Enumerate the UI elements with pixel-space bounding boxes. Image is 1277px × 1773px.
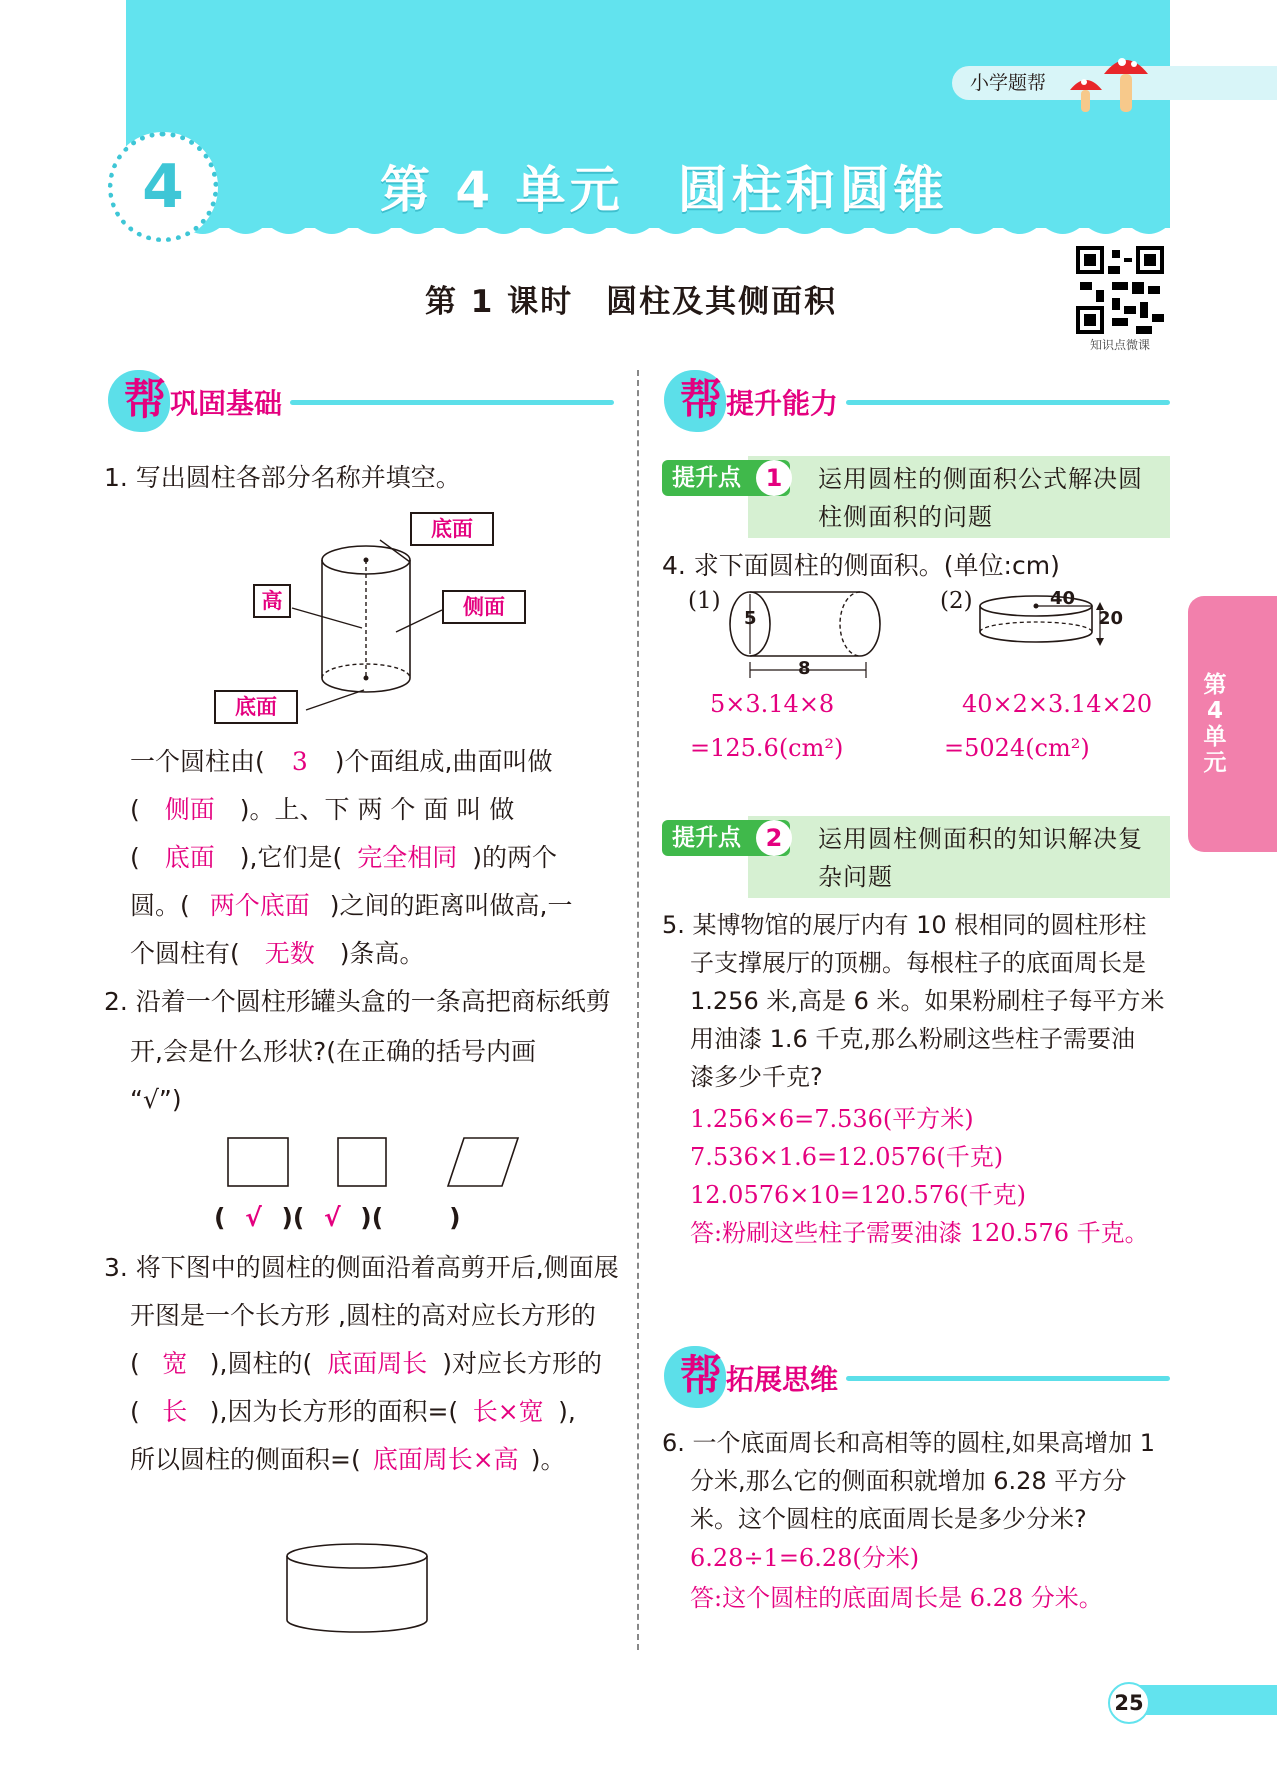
q5-solution: [690, 1100, 1149, 1252]
q5-step1: 1.256×6=7.536(平方米): [690, 1105, 974, 1133]
section-header-improve: [664, 370, 1170, 430]
label-height: 高: [253, 584, 291, 618]
answer-blank: 3: [291, 747, 308, 776]
flat-cylinder-figure: [976, 590, 1108, 654]
q3-line5: 所以圆柱的侧面积=( 底面周长×高 )。: [130, 1438, 565, 1482]
label-top-base: 底面: [410, 512, 494, 546]
q6-step1: 6.28÷1=6.28(分米): [690, 1544, 920, 1572]
brand-name: 小学题帮: [970, 72, 1047, 94]
answer-blank: 底面周长: [327, 1349, 428, 1378]
page-number-bar: [1130, 1685, 1277, 1715]
section-label: 巩固基础: [170, 387, 283, 420]
answer-blank: 两个底面: [209, 891, 310, 920]
point-number: 2: [756, 820, 792, 856]
fig1-tag: (1): [688, 588, 721, 614]
q4-solution-2a: 40×2×3.14×20: [962, 690, 1153, 718]
q1-line3: ( 底面 ),它们是( 完全相同 )的两个: [130, 836, 557, 880]
q5-line3: 1.256 米,高是 6 米。如果粉刷柱子每平方米: [690, 987, 1165, 1015]
label-bottom-base: 底面: [214, 690, 298, 724]
q2-line3: “√”): [130, 1085, 182, 1114]
answer-blank: 底面周长×高: [372, 1445, 519, 1474]
fig1-diameter: 5: [744, 608, 757, 629]
fig2-height: 20: [1098, 608, 1124, 629]
qr-caption: 知识点微课: [1089, 338, 1150, 352]
answer-blank: 长×宽: [472, 1397, 544, 1426]
q2-choice-row: ( √ )( √ )( ): [214, 1200, 534, 1236]
answer-blank: 长: [162, 1397, 188, 1426]
shape-choices: [220, 1130, 530, 1196]
q4-solution-1b: =125.6(cm²): [690, 734, 844, 762]
q3-line3: ( 宽 ),圆柱的( 底面周长 )对应长方形的: [130, 1342, 602, 1386]
section-label: 提升能力: [726, 387, 839, 420]
unit-title: 第 4 单元 圆柱和圆锥: [380, 161, 948, 219]
q4-prompt: 4. 求下面圆柱的侧面积。(单位:cm): [662, 551, 1060, 580]
q5-line1: 5. 某博物馆的展厅内有 10 根相同的圆柱形柱: [662, 911, 1147, 939]
q6-problem: [662, 1424, 1155, 1538]
q5-line2: 子支撑展厅的顶棚。每根柱子的底面周长是: [690, 949, 1146, 977]
q2-line1: 2. 沿着一个圆柱形罐头盒的一条高把商标纸剪: [104, 987, 611, 1016]
q6-line3: 米。这个圆柱的底面周长是多少分米?: [690, 1505, 1087, 1533]
q5-line5: 漆多少千克?: [690, 1063, 823, 1091]
page-number: 25: [1108, 1682, 1150, 1724]
lying-cylinder-figure: [726, 586, 896, 682]
q4-solution-2b: =5024(cm²): [944, 734, 1090, 762]
q4-solution-1a: 5×3.14×8: [710, 690, 835, 718]
rectangle-shape: [228, 1138, 288, 1186]
answer-blank: 无数: [264, 939, 315, 968]
q5-step2: 7.536×1.6=12.0576(千克): [690, 1143, 1004, 1171]
fig1-height: 8: [798, 658, 811, 679]
section-line: [846, 1376, 1170, 1381]
section-header-basic: [108, 370, 614, 430]
fig2-tag: (2): [940, 588, 973, 614]
q1-line4: 圆。( 两个底面 )之间的距离叫做高,一: [130, 884, 572, 928]
q6-line2: 分米,那么它的侧面积就增加 6.28 平方分: [690, 1467, 1127, 1495]
point-description: 运用圆柱侧面积的知识解决复杂问题: [818, 825, 1143, 891]
section-mark: 帮: [680, 1351, 723, 1400]
short-cylinder-figure: [282, 1540, 432, 1640]
parallelogram-shape: [448, 1138, 518, 1186]
answer-blank: 侧面: [164, 795, 215, 824]
side-tab-label: 第4单元: [1203, 672, 1227, 776]
q3-line4: ( 长 ),因为长方形的面积=( 长×宽 ),: [130, 1390, 576, 1434]
answer-blank: 宽: [162, 1349, 188, 1378]
q5-line4: 用油漆 1.6 千克,那么粉刷这些柱子需要油: [690, 1025, 1136, 1053]
square-shape: [338, 1138, 386, 1186]
q1-prompt: 1. 写出圆柱各部分名称并填空。: [104, 463, 461, 492]
q1-line2: ( 侧面 )。上、下 两 个 面 叫 做: [130, 788, 514, 832]
q2-line2: 开,会是什么形状?(在正确的括号内画: [130, 1037, 536, 1066]
unit-number: 4: [142, 152, 184, 222]
q6-answer: 答:这个圆柱的底面周长是 6.28 分米。: [690, 1584, 1103, 1612]
section-label: 拓展思维: [726, 1363, 839, 1396]
q5-step3: 12.0576×10=120.576(千克): [690, 1181, 1026, 1209]
fig2-radius: 40: [1050, 588, 1076, 609]
section-header-extend: [664, 1346, 1170, 1406]
q1-line1: 一个圆柱由( 3 )个面组成,曲面叫做: [130, 740, 552, 784]
q6-line1: 6. 一个底面周长和高相等的圆柱,如果高增加 1: [662, 1429, 1156, 1457]
answer-blank: 完全相同: [357, 843, 458, 872]
q3-line2: 开图是一个长方形 ,圆柱的高对应长方形的: [130, 1301, 596, 1330]
q3-line1: 3. 将下图中的圆柱的侧面沿着高剪开后,侧面展: [104, 1253, 619, 1282]
section-mark: 帮: [680, 375, 723, 424]
column-divider: [637, 370, 639, 1650]
checkmark: √: [323, 1203, 341, 1232]
point-number: 1: [756, 460, 792, 496]
section-mark: 帮: [124, 375, 167, 424]
mushroom-icon: [1064, 44, 1154, 116]
qr-code-icon[interactable]: [1076, 246, 1164, 334]
q1-line5: 个圆柱有( 无数 )条高。: [130, 932, 425, 976]
label-side: 侧面: [442, 590, 526, 624]
section-line: [846, 400, 1170, 405]
point-description: 运用圆柱的侧面积公式解决圆柱侧面积的问题: [818, 465, 1143, 531]
answer-blank: 底面: [164, 843, 215, 872]
q6-solution: [690, 1538, 1103, 1618]
q5-answer: 答:粉刷这些柱子需要油漆 120.576 千克。: [690, 1219, 1149, 1247]
checkmark: √: [245, 1203, 262, 1232]
lesson-title: 第 1 课时 圆柱及其侧面积: [425, 284, 838, 320]
section-line: [290, 400, 614, 405]
q5-problem: [662, 906, 1165, 1096]
